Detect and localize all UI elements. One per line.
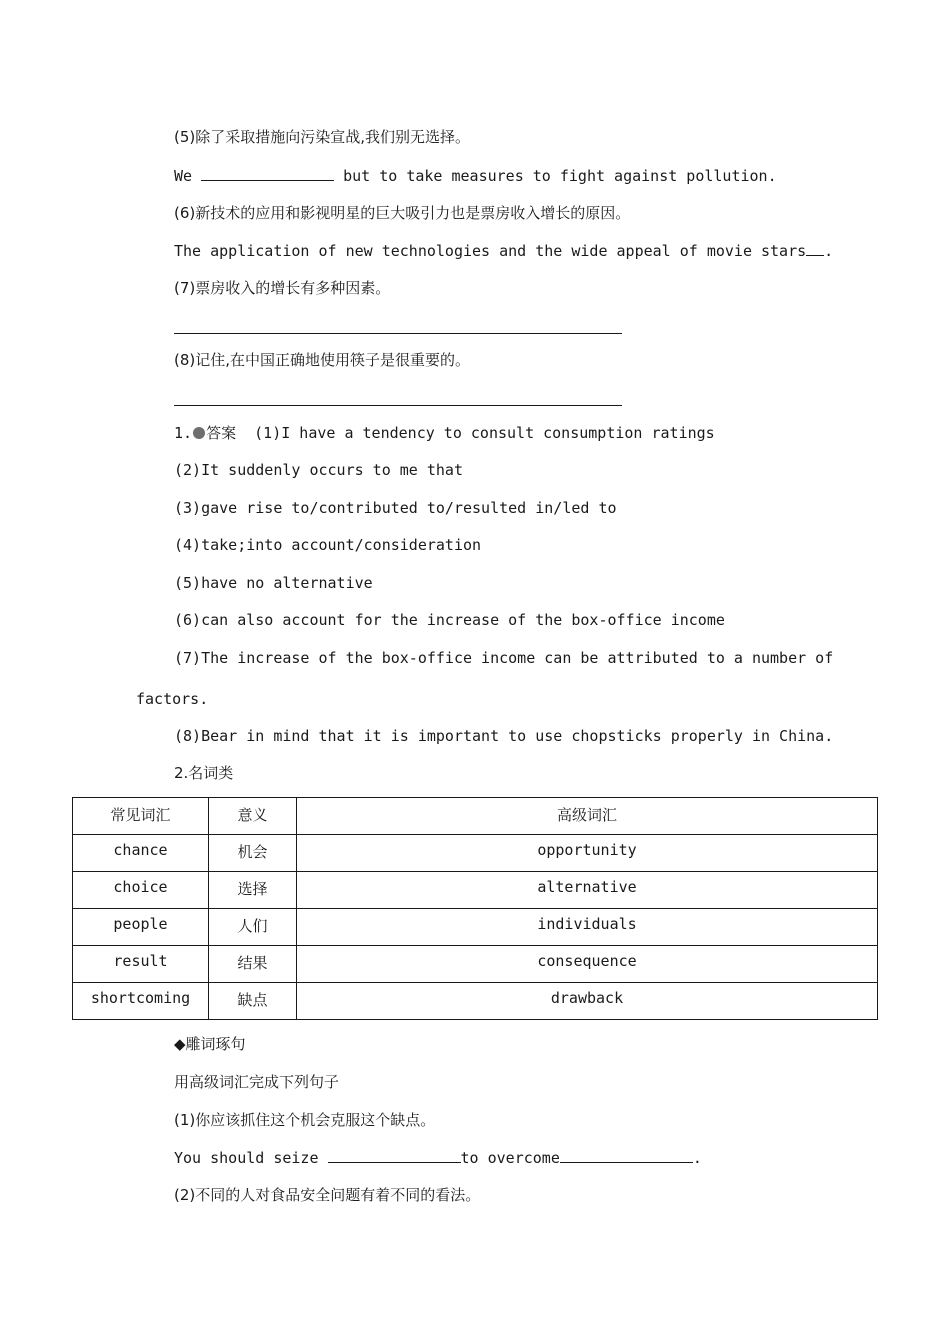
table-row bbox=[73, 946, 878, 983]
practice-question-2-chinese: (2)不同的人对食品安全问题有着不同的看法。 bbox=[174, 1186, 481, 1204]
practice-q1-part-b: to overcome bbox=[460, 1149, 560, 1167]
answer-2: (2)It suddenly occurs to me that bbox=[174, 461, 463, 479]
meaning: 选择 bbox=[209, 872, 297, 909]
answer-blank[interactable] bbox=[560, 1148, 693, 1163]
answer-blank[interactable] bbox=[328, 1148, 461, 1163]
question-6-end: . bbox=[824, 242, 834, 260]
common-word: chance bbox=[73, 835, 209, 872]
table-row bbox=[73, 835, 878, 872]
practice-title: ◆雕词琢句 bbox=[174, 1035, 246, 1053]
answer-blank[interactable] bbox=[201, 166, 334, 181]
question-6-text: The application of new technologies and the wide appeal of movie stars bbox=[174, 242, 807, 260]
table-row bbox=[73, 872, 878, 909]
answer-line[interactable] bbox=[174, 333, 622, 334]
answer-label: 答案 bbox=[206, 424, 237, 442]
question-7-chinese: (7)票房收入的增长有多种因素。 bbox=[174, 279, 391, 297]
advanced-word: opportunity bbox=[297, 835, 878, 872]
advanced-word: drawback bbox=[297, 983, 878, 1020]
practice-q1-end: . bbox=[692, 1149, 702, 1167]
answer-blank[interactable] bbox=[806, 241, 824, 256]
question-6-english bbox=[174, 241, 833, 261]
question-5-chinese: (5)除了采取措施向污染宣战,我们别无选择。 bbox=[174, 128, 471, 146]
question-8-chinese: (8)记住,在中国正确地使用筷子是很重要的。 bbox=[174, 351, 471, 369]
common-word: choice bbox=[73, 872, 209, 909]
table-row bbox=[73, 983, 878, 1020]
question-5-suffix: but to take measures to fight against pollution. bbox=[343, 167, 777, 185]
answer-number: 1. bbox=[174, 424, 193, 442]
advanced-word: consequence bbox=[297, 946, 878, 983]
answer-3: (3)gave rise to/contributed to/resulted in/led to bbox=[174, 499, 617, 517]
question-6-chinese: (6)新技术的应用和影视明星的巨大吸引力也是票房收入增长的原因。 bbox=[174, 204, 631, 222]
question-5-prefix: We bbox=[174, 167, 193, 185]
common-word: result bbox=[73, 946, 209, 983]
answer-8: (8)Bear in mind that it is important to use chopsticks properly in China. bbox=[174, 727, 834, 745]
section-heading: 2.名词类 bbox=[174, 764, 234, 782]
answer-4: (4)take;into account/consideration bbox=[174, 536, 482, 554]
header-meaning: 意义 bbox=[209, 798, 297, 835]
meaning: 人们 bbox=[209, 909, 297, 946]
practice-question-1-chinese: (1)你应该抓住这个机会克服这个缺点。 bbox=[174, 1111, 436, 1129]
common-word: people bbox=[73, 909, 209, 946]
practice-instruction: 用高级词汇完成下列句子 bbox=[174, 1073, 340, 1091]
meaning: 机会 bbox=[209, 835, 297, 872]
answer-6: (6)can also account for the increase of the box-office income bbox=[174, 611, 725, 629]
advanced-word: individuals bbox=[297, 909, 878, 946]
answer-icon bbox=[193, 427, 205, 439]
practice-question-1-english bbox=[174, 1148, 702, 1168]
answer-7-line-1: (7)The increase of the box-office income can be attributed to a number of bbox=[174, 649, 834, 667]
table-header-row bbox=[73, 798, 878, 835]
practice-q1-part-a: You should seize bbox=[174, 1149, 319, 1167]
common-word: shortcoming bbox=[73, 983, 209, 1020]
advanced-word: alternative bbox=[297, 872, 878, 909]
answer-header bbox=[174, 423, 715, 443]
meaning: 缺点 bbox=[209, 983, 297, 1020]
answer-5: (5)have no alternative bbox=[174, 574, 373, 592]
question-5-english bbox=[174, 166, 777, 186]
vocabulary-table bbox=[72, 797, 878, 1020]
meaning: 结果 bbox=[209, 946, 297, 983]
answer-line[interactable] bbox=[174, 405, 622, 406]
answer-1: (1)I have a tendency to consult consumption ratings bbox=[254, 424, 715, 442]
header-advanced-word: 高级词汇 bbox=[297, 798, 878, 835]
answer-7-line-2: factors. bbox=[136, 690, 209, 708]
header-common-word: 常见词汇 bbox=[73, 798, 209, 835]
table-row bbox=[73, 909, 878, 946]
